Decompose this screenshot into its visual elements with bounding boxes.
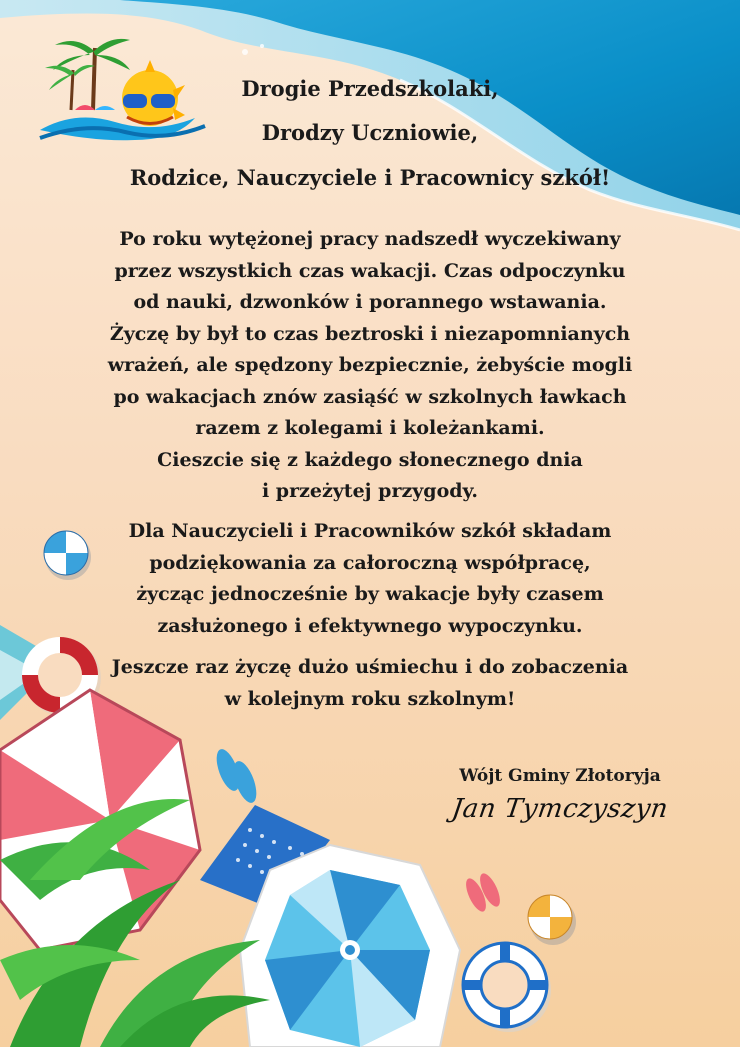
greeting-line-1: Drogie Przedszkolaki,	[241, 76, 499, 101]
signature-name: Jan Tymczyszyn	[449, 794, 671, 824]
paragraph-line: Dla Nauczycieli i Pracowników szkół składam	[128, 520, 612, 542]
paragraph-line: wrażeń, ale spędzony bezpiecznie, żebyście mogli	[107, 354, 633, 376]
paragraph-line: przez wszystkich czas wakacji. Czas odpoczynku	[114, 259, 626, 282]
paragraph-line: od nauki, dzwonków i porannego wstawania.	[133, 291, 607, 313]
umbrella-red-icon	[0, 690, 200, 950]
signature-title: Wójt Gminy Złotoryja	[459, 766, 661, 786]
paragraph-line: Życzę by był to czas beztroski i niezapomnianych	[109, 322, 631, 345]
paragraph-line: zasłużonego i efektywnego wypoczynku.	[157, 614, 583, 637]
greeting-line-2: Drodzy Uczniowie,	[261, 120, 479, 145]
paragraph-line: życząc jednocześnie by wakacje były czasem	[136, 583, 604, 605]
flip-flops-pink-icon	[462, 871, 504, 915]
paragraph-line: podziękowania za całoroczną współpracę,	[149, 551, 591, 574]
paragraph-line: po wakacjach znów zasiąść w szkolnych ławkach	[113, 385, 627, 408]
umbrella-blue-icon	[240, 845, 460, 1047]
paragraph-line: i przeżytej przygody.	[261, 480, 479, 502]
greeting-line-3: Rodzice, Nauczyciele i Pracownicy szkół!	[129, 165, 611, 190]
paragraph-line: Po roku wytężonej pracy nadszedł wyczekiwany	[119, 228, 621, 250]
life-ring-blue-icon	[463, 943, 551, 1032]
paragraph-line: Jeszcze raz życzę dużo uśmiechu i do zobaczenia	[111, 656, 629, 678]
beach-ball-icon	[44, 531, 91, 580]
paragraph-line: w kolejnym roku szkolnym!	[224, 687, 516, 710]
paragraph-line: razem z kolegami i koleżankami.	[195, 417, 545, 439]
paragraph-line: Cieszcie się z każdego słonecznego dnia	[157, 448, 583, 471]
flip-flops-blue-icon	[212, 746, 261, 806]
beach-ball-right-icon	[528, 895, 576, 945]
